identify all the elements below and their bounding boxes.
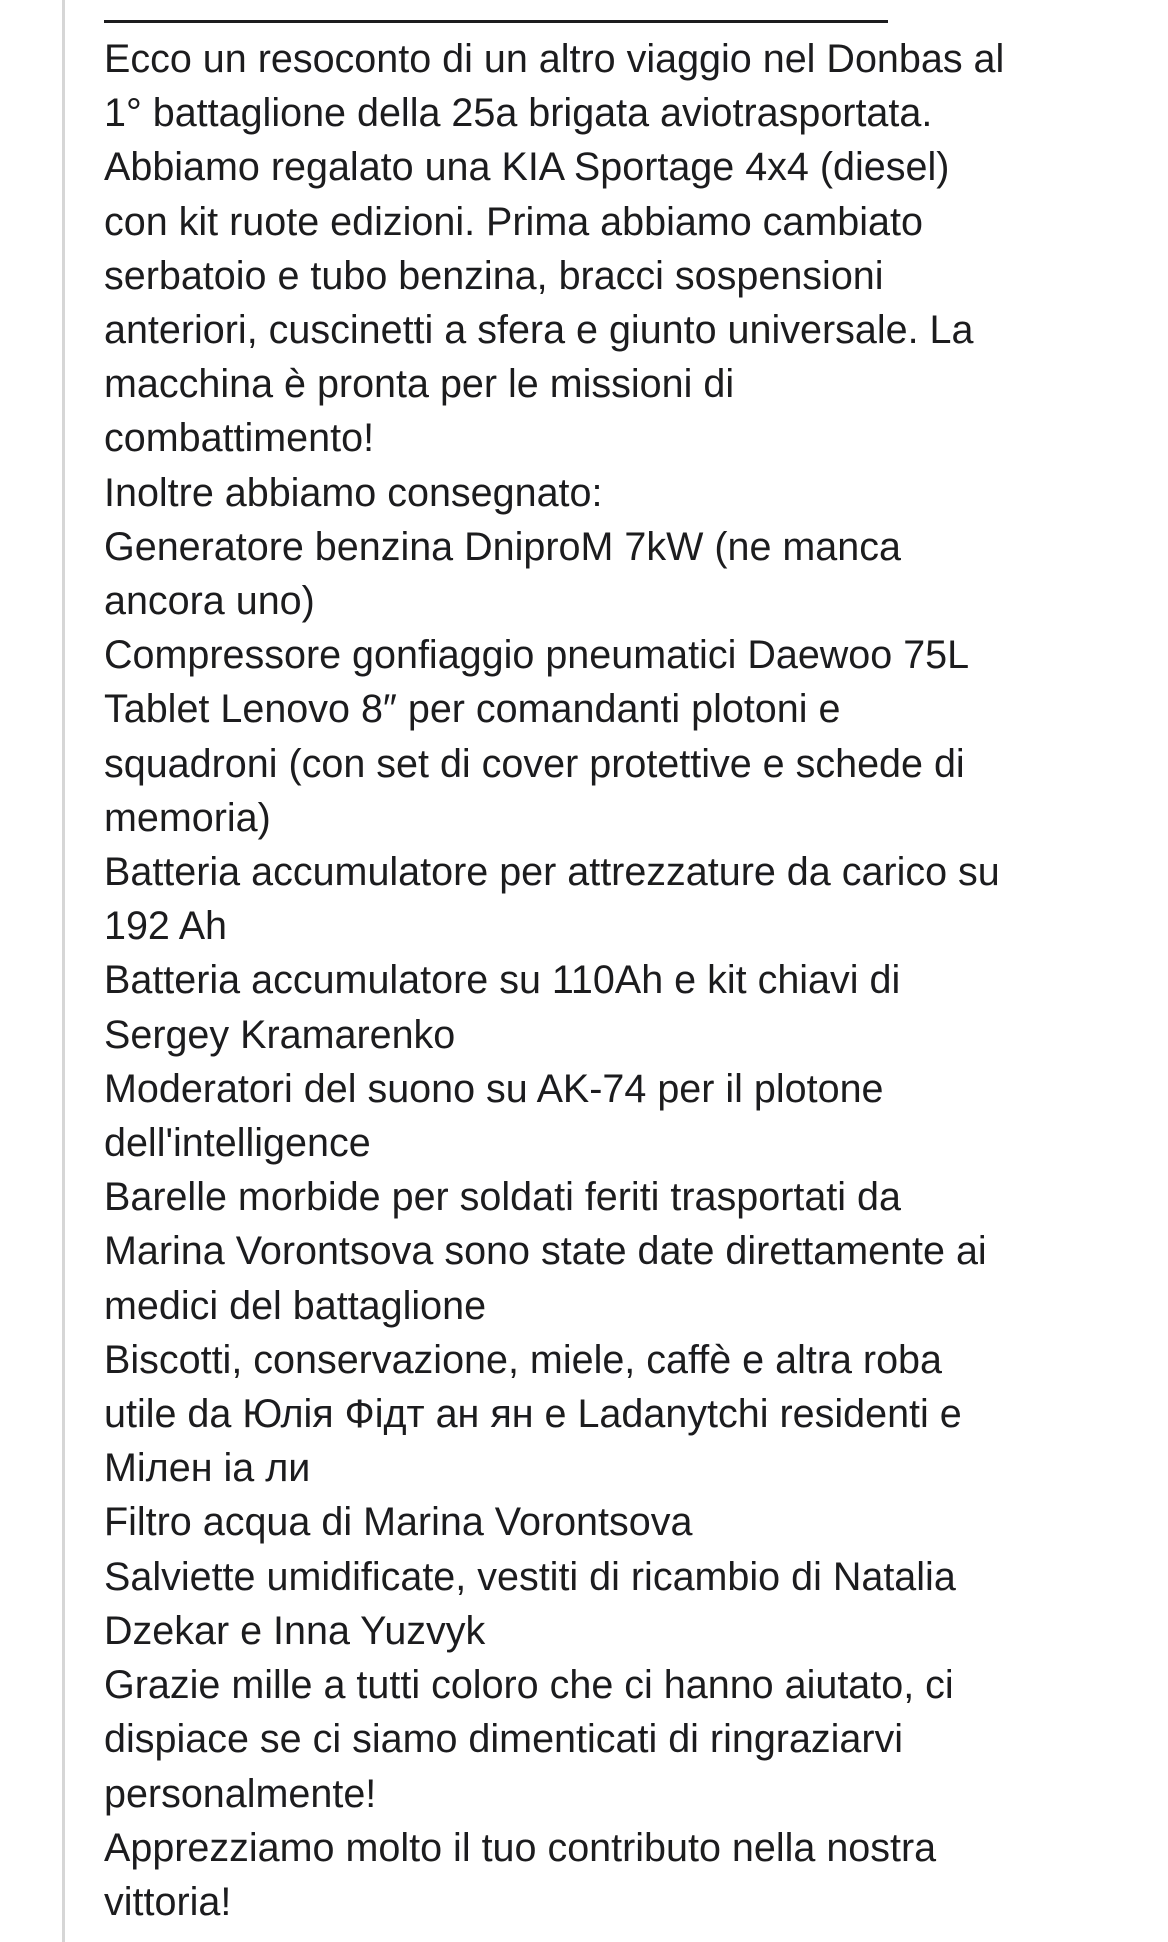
post-text-line: Grazie mille a tutti coloro che ci hanno aiutato, ci	[104, 1663, 954, 1708]
post-text-line: Generatore benzina DniproM 7kW (ne manca	[104, 524, 901, 569]
post-text-line: Moderatori del suono su AK-74 per il plotone	[104, 1066, 884, 1111]
post-text-line: personalmente!	[104, 1771, 377, 1816]
post-text-line: anteriori, cuscinetti a sfera e giunto universale. La	[104, 308, 974, 353]
post-text-line: memoria)	[104, 795, 271, 840]
post-text-line: Tablet Lenovo 8″ per comandanti plotoni e	[104, 687, 841, 732]
post-text-line: Apprezziamo molto il tuo contributo nella nostra	[104, 1825, 937, 1870]
post-text-line: Inoltre abbiamo consegnato:	[104, 470, 603, 515]
post-text-line: Ecco un resoconto di un altro viaggio nel Donbas al	[104, 37, 1005, 81]
post-text-line: squadroni (con set di cover protettive e schede di	[104, 741, 965, 786]
top-separator-line	[104, 20, 888, 23]
post-text-line: Abbiamo regalato una KIA Sportage 4x4 (diesel)	[104, 145, 950, 190]
post-text-line: 192 Ah	[104, 904, 228, 949]
post-text-line: utile da Юлія Фідт ан ян e Ladanytchi residenti e	[104, 1392, 962, 1437]
post-text-line: vittoria!	[104, 1879, 232, 1924]
post-text-line: dispiace se ci siamo dimenticati di ringraziarvi	[104, 1717, 904, 1762]
post-text-body	[104, 32, 1124, 1929]
post-text-line: serbatoio e tubo benzina, bracci sospensioni	[104, 253, 884, 298]
post-text-line: macchina è pronta per le missioni di	[104, 362, 735, 407]
post-text-line: ancora uno)	[104, 579, 315, 624]
post-text-line: Barelle morbide per soldati feriti trasportati da	[104, 1175, 901, 1220]
post-text-line: combattimento!	[104, 416, 375, 461]
post-text-line: dell'intelligence	[104, 1121, 371, 1166]
post-text-line: Compressore gonfiaggio pneumatici Daewoo 75L	[104, 633, 970, 678]
post-text-line: Batteria accumulatore per attrezzature da carico su	[104, 850, 1000, 895]
quote-left-border	[62, 0, 65, 1942]
post-text-line: con kit ruote edizioni. Prima abbiamo cambiato	[104, 199, 923, 244]
post-text-line: Sergey Kramarenko	[104, 1012, 456, 1057]
post-text-line: 1° battaglione della 25a brigata aviotrasportata.	[104, 91, 933, 136]
post-text-line: Мілен іа ли	[104, 1446, 311, 1491]
post-text-line: Biscotti, conservazione, miele, caffè e altra roba	[104, 1337, 942, 1382]
post-text-line: medici del battaglione	[104, 1283, 487, 1328]
post-text-line: Batteria accumulatore su 110Ah e kit chiavi di	[104, 958, 901, 1003]
post-text-line: Filtro acqua di Marina Vorontsova	[104, 1500, 693, 1545]
post-text-line: Salviette umidificate, vestiti di ricambio di Natalia	[104, 1554, 956, 1599]
post-text-line: Marina Vorontsova sono state date direttamente ai	[104, 1229, 987, 1274]
post-text-line: Dzekar e Inna Yuzvyk	[104, 1608, 486, 1653]
